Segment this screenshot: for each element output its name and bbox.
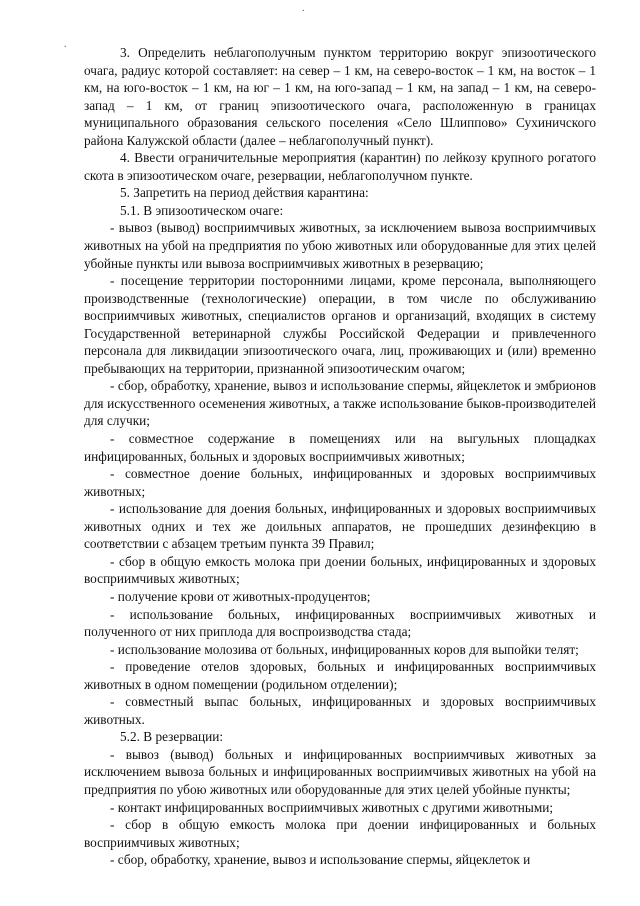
document-body xyxy=(84,44,596,869)
scan-mark: . xyxy=(64,39,67,50)
list-item: - вывоз (вывод) больных и инфицированных восприимчивых животных за исключением вывоза больных и инфицированных восприимчивых животных на убой на предприятия по убою животных или оборудованные для этих целей убойные пункты; xyxy=(84,746,596,797)
list-item: - сбор, обработку, хранение, вывоз и использование спермы, яйцеклеток и xyxy=(110,852,531,868)
list-item: - совместное содержание в помещениях или на выгульных площадках инфицированных, больных и здоровых восприимчивых животных; xyxy=(84,431,596,464)
subsection-heading-5-2: 5.2. В резервации: xyxy=(120,729,224,745)
paragraph-item-4: 4. Ввести ограничительные мероприятия (карантин) по лейкозу крупного рогатого скота в эпизоотическом очаге, резервации, неблагополучном пункте. xyxy=(84,150,596,183)
list-item: - получение крови от животных-продуцентов; xyxy=(110,588,371,604)
list-item: - сбор, обработку, хранение, вывоз и использование спермы, яйцеклеток и эмбрионов для искусственного осеменения животных, а также использование быков-производителей для случки; xyxy=(84,378,596,429)
list-item: - сбор в общую емкость молока при доении больных, инфицированных и здоровых восприимчивых животных; xyxy=(84,553,596,587)
subsection-heading-5-1: 5.1. В эпизоотическом очаге: xyxy=(120,202,284,218)
list-item: - вывоз (вывод) восприимчивых животных, за исключением вывоза восприимчивых животных на убой на предприятия по убою животных или оборудованные для этих целей убойные пункты или вывоза восприимчивых животных в резервацию; xyxy=(84,220,596,271)
list-item: - использование больных, инфицированных восприимчивых животных и полученного от них приплода для воспроизводства стада; xyxy=(84,606,596,640)
paragraph-item-3: 3. Определить неблагополучным пунктом территорию вокруг эпизоотического очага, радиус которой составляет: на север – 1 км, на северо-восток – 1 км, на восток – 1 км, на юго-восток – 1 км, на юг – 1 км, на юго-запад – 1 км, на запад – 1 км, на северо-запад – 1 км, от границ эпизоотического очага, расположенную в границах муниципального образования сельского поселения «Село Шлиппово» Сухиничского района Калужской области (далее – неблагополучный пункт). xyxy=(84,45,596,148)
paragraph-item-5: 5. Запретить на период действия карантина: xyxy=(120,185,369,201)
scan-mark: . xyxy=(302,3,305,14)
list-item: - посещение территории посторонними лицами, кроме персонала, выполняющего производственные (технологические) операции, в том числе по обслуживанию восприимчивых животных, специалистов органов и организаций, входящих в систему Государственной ветеринарной службы Российской Федерации и привлеченного персонала для ликвидации эпизоотического очага, лиц, проживающих и (или) временно пребывающих на территории, признанной эпизоотическим очагом; xyxy=(84,273,596,376)
list-item: - сбор в общую емкость молока при доении инфицированных и больных восприимчивых животных; xyxy=(84,817,596,850)
list-item: - контакт инфицированных восприимчивых животных с другими животными; xyxy=(110,799,554,815)
list-item: - совместное доение больных, инфицированных и здоровых восприимчивых животных; xyxy=(84,466,596,499)
list-item: - использование для доения больных, инфицированных и здоровых восприимчивых животных одних и тех же доильных аппаратов, не прошедших дезинфекцию в соответствии с абзацем третьим пункта 39 Правил; xyxy=(84,501,596,552)
list-item: - проведение отелов здоровых, больных и инфицированных восприимчивых животных в одном помещении (родильном отделении); xyxy=(84,659,596,692)
list-item: - использование молозива от больных, инфицированных коров для выпойки телят; xyxy=(110,641,579,657)
list-item: - совместный выпас больных, инфицированных и здоровых восприимчивых животных. xyxy=(84,694,596,727)
